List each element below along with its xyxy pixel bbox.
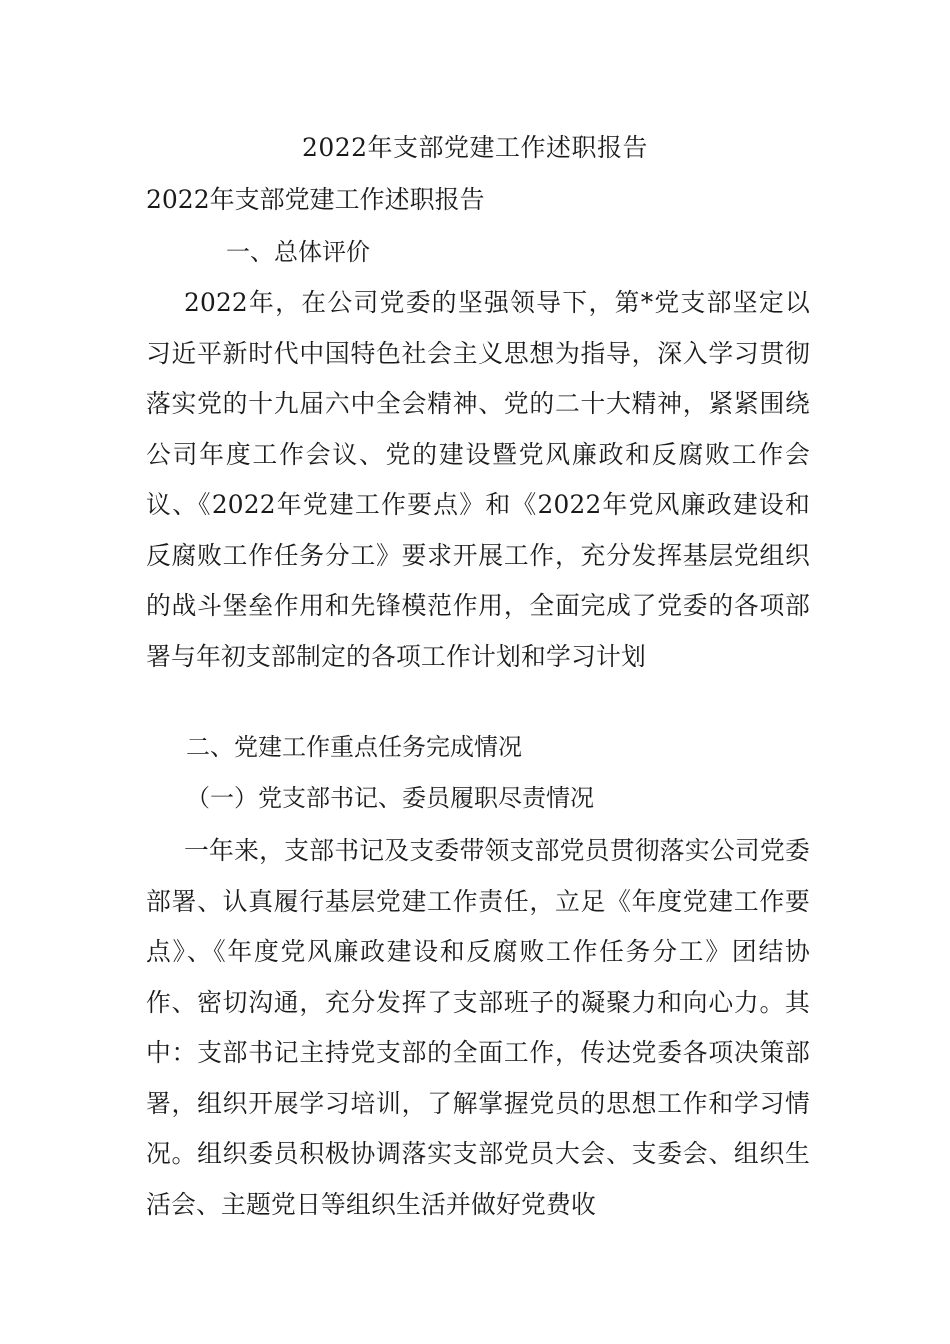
document-title: 2022年支部党建工作述职报告: [301, 133, 649, 162]
paragraph-overall-evaluation: 2022年，在公司党委的坚强领导下，第*党支部坚定以习近平新时代中国特色社会主义思想为指导，深入学习贯彻落实党的十九届六中全会精神、党的二十大精神，紧紧围绕公司年度工作会议、党的建设暨党风廉政和反腐败工作会议、《2022年党建工作要点》和《2022年党风廉政建设和反腐败工作任务分工》要求开展工作，充分发挥基层党组织的战斗堡垒作用和先锋模范作用，全面完成了党委的各项部署与年初支部制定的各项工作计划和学习计划: [146, 288, 810, 671]
paragraph-duties: 一年来，支部书记及支委带领支部党员贯彻落实公司党委部署、认真履行基层党建工作责任，立足《年度党建工作要点》、《年度党风廉政建设和反腐败工作任务分工》团结协作、密切沟通，充分发挥了支部班子的凝聚力和向心力。其中：支部书记主持党支部的全面工作，传达党委各项决策部署，组织开展学习培训，了解掌握党员的思想工作和学习情况。组织委员积极协调落实支部党员大会、支委会、组织生活会、主题党日等组织生活并做好党费收: [146, 836, 810, 1219]
section-heading-overall-evaluation: 一、总体评价: [226, 238, 370, 266]
subsection-heading-duties: （一）党支部书记、委员履职尽责情况: [186, 784, 594, 812]
section-heading-key-tasks: 二、党建工作重点任务完成情况: [186, 733, 522, 761]
document-subtitle: 2022年支部党建工作述职报告: [146, 185, 485, 214]
